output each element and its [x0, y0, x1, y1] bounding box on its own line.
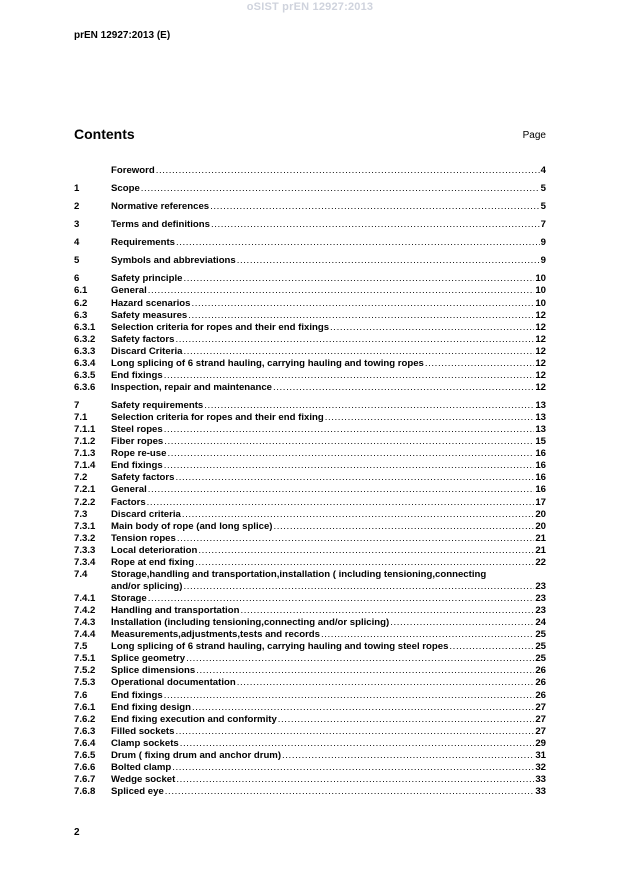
toc-entry[interactable]	[74, 521, 546, 533]
toc-leader-dots	[156, 165, 540, 177]
toc-entry-page: 25	[535, 653, 546, 665]
toc-entry-number: 7.2.2	[74, 496, 96, 508]
toc-entry-title: Splice dimensions	[111, 665, 196, 677]
toc-entry-number: 7.3	[74, 508, 88, 520]
toc-entry-title: End fixing design	[111, 701, 191, 713]
toc-leader-dots	[180, 738, 535, 750]
toc-entry[interactable]	[74, 569, 546, 581]
toc-entry-page: 20	[535, 508, 546, 520]
toc-entry-title: Safety factors	[111, 472, 175, 484]
toc-entry-title: Local deterioration	[111, 544, 198, 556]
toc-entry-number: 7.6.2	[74, 713, 96, 725]
toc-entry-page: 27	[535, 701, 546, 713]
toc-entry-page: 27	[535, 725, 546, 737]
toc-leader-dots	[183, 346, 534, 358]
toc-entry-title: Operational documentation	[111, 677, 236, 689]
toc-entry-page: 10	[535, 285, 546, 297]
toc-entry-page: 21	[535, 544, 546, 556]
toc-entry-number: 7.1.4	[74, 460, 96, 472]
toc-leader-dots	[183, 581, 534, 593]
toc-entry-number: 7.4	[74, 568, 88, 580]
toc-entry[interactable]	[74, 460, 546, 472]
toc-entry-title: Selection criteria for ropes and their end fixings	[111, 321, 330, 333]
toc-entry-number: 7.2	[74, 472, 88, 484]
toc-entry-page: 9	[540, 255, 546, 267]
toc-entry[interactable]	[74, 726, 546, 738]
toc-entry-number: 7.6.6	[74, 761, 96, 773]
toc-entry-page: 26	[535, 677, 546, 689]
toc-entry-page: 33	[535, 786, 546, 797]
toc-entry-number: 7.5.3	[74, 677, 96, 689]
toc-entry-page: 16	[535, 484, 546, 496]
toc-entry[interactable]	[74, 382, 546, 394]
toc-entry-number: 7.3.3	[74, 544, 96, 556]
toc-entry-title: Scope	[111, 183, 140, 195]
toc-leader-dots	[321, 629, 534, 641]
toc-entry-title: Long splicing of 6 strand hauling, carrying hauling and towing steel ropes	[111, 641, 449, 653]
toc-leader-dots	[175, 472, 534, 484]
toc-leader-dots	[282, 750, 534, 762]
toc-leader-dots	[147, 497, 535, 509]
toc-entry-page: 7	[540, 219, 546, 231]
document-header: prEN 12927:2013 (E)	[74, 30, 171, 41]
toc-entry-number: 7.6.4	[74, 737, 96, 749]
toc-entry[interactable]	[74, 593, 546, 605]
toc-entry-number: 7	[74, 400, 80, 411]
toc-entry-page: 23	[535, 593, 546, 604]
toc-entry-title: Measurements,adjustments,tests and records	[111, 629, 321, 641]
toc-entry[interactable]	[74, 370, 546, 382]
toc-entry-number: 7.1.2	[74, 436, 96, 448]
toc-leader-dots	[167, 448, 534, 460]
toc-leader-dots	[278, 714, 535, 726]
toc-entry-number: 7.6	[74, 689, 88, 701]
toc-entry[interactable]	[74, 285, 546, 297]
toc-entry-number: 5	[74, 255, 80, 267]
toc-leader-dots	[191, 298, 534, 310]
toc-entry-number: 6.3.5	[74, 369, 96, 381]
toc-entry-title: Spliced eye	[111, 786, 164, 797]
toc-entry-title: Inspection, repair and maintenance	[111, 381, 273, 393]
toc-entry-page: 12	[535, 333, 546, 345]
toc-entry-number: 6.3	[74, 309, 88, 321]
toc-entry-number: 6	[74, 273, 80, 285]
toc-entry[interactable]	[74, 436, 546, 448]
toc-entry-page: 4	[540, 165, 546, 176]
toc-entry[interactable]	[74, 774, 546, 786]
toc-entry[interactable]	[74, 412, 546, 424]
toc-entry-title: Filled sockets	[111, 725, 175, 737]
toc-entry[interactable]	[74, 298, 546, 310]
toc-entry-title: Requirements	[111, 237, 175, 249]
toc-leader-dots	[186, 653, 534, 665]
toc-leader-dots	[237, 677, 535, 689]
toc-entry-page: 16	[535, 460, 546, 472]
toc-entry-page: 29	[535, 737, 546, 749]
toc-entry-title: Storage	[111, 593, 147, 604]
toc-entry-page: 5	[540, 201, 546, 213]
toc-entry-number: 7.6.3	[74, 725, 96, 737]
toc-leader-dots	[165, 786, 535, 798]
toc-entry-page: 22	[535, 556, 546, 568]
toc-entry-number: 7.2.1	[74, 484, 96, 496]
toc-entry-title: Drum ( fixing drum and anchor drum)	[111, 749, 282, 761]
toc-entry-number: 1	[74, 183, 80, 195]
toc-entry[interactable]	[74, 738, 546, 750]
toc-entry-title: Foreword	[111, 165, 155, 176]
toc-entry[interactable]	[74, 557, 546, 569]
toc-entry-number: 7.5.1	[74, 653, 96, 665]
toc-entry-page: 31	[535, 749, 546, 761]
toc-entry[interactable]	[74, 334, 546, 346]
toc-entry[interactable]	[74, 714, 546, 726]
toc-leader-dots	[177, 533, 534, 545]
toc-entry[interactable]	[74, 677, 546, 689]
toc-entry-page: 20	[535, 520, 546, 532]
toc-entry-page: 12	[535, 357, 546, 369]
toc-entry-number: 7.3.1	[74, 520, 96, 532]
toc-entry-title: Safety measures	[111, 309, 188, 321]
toc-leader-dots	[192, 702, 534, 714]
toc-leader-dots	[237, 255, 540, 267]
toc-entry-title: Terms and definitions	[111, 219, 210, 231]
toc-leader-dots	[204, 400, 534, 412]
toc-leader-dots	[210, 201, 540, 213]
toc-entry[interactable]	[74, 165, 546, 177]
toc-entry-title: Steel ropes	[111, 424, 163, 436]
toc-entry-number: 7.4.2	[74, 605, 96, 617]
toc-leader-dots	[182, 509, 534, 521]
toc-entry[interactable]	[74, 533, 546, 545]
toc-entry-title: General	[111, 484, 147, 496]
toc-entry-title: End fixing execution and conformity	[111, 713, 277, 725]
toc-entry-number: 2	[74, 201, 80, 213]
toc-entry[interactable]	[74, 183, 546, 195]
toc-entry-title: Storage,handling and transportation,installation ( including tensioning,connecting	[111, 568, 487, 580]
toc-leader-dots	[164, 436, 534, 448]
toc-entry-title: End fixings	[111, 369, 163, 381]
toc-entry-page: 12	[535, 345, 546, 357]
table-of-contents	[74, 165, 546, 798]
toc-leader-dots	[164, 460, 535, 472]
toc-entry-page: 32	[535, 761, 546, 773]
toc-entry-number: 7.3.4	[74, 556, 96, 568]
toc-leader-dots	[188, 310, 534, 322]
toc-entry-title: Selection criteria for ropes and their end fixing	[111, 412, 324, 424]
toc-entry-number: 7.6.5	[74, 749, 96, 761]
toc-entry-number: 7.1	[74, 412, 88, 424]
toc-entry[interactable]	[74, 665, 546, 677]
toc-entry-title: End fixings	[111, 689, 163, 701]
toc-entry-title: Wedge socket	[111, 773, 176, 785]
toc-entry[interactable]	[74, 201, 546, 213]
toc-entry[interactable]	[74, 545, 546, 557]
toc-leader-dots	[148, 484, 535, 496]
toc-entry-page: 13	[535, 412, 546, 424]
toc-entry-page: 17	[535, 496, 546, 508]
toc-leader-dots	[164, 424, 535, 436]
toc-entry-number: 6.3.3	[74, 345, 96, 357]
toc-entry-page: 16	[535, 472, 546, 484]
toc-entry-title: Clamp sockets	[111, 737, 179, 749]
toc-entry-number: 7.4.4	[74, 629, 96, 641]
toc-entry[interactable]	[74, 690, 546, 702]
toc-entry[interactable]	[74, 400, 546, 412]
toc-entry[interactable]	[74, 273, 546, 285]
toc-entry-page: 9	[540, 237, 546, 249]
toc-entry-page: 12	[535, 309, 546, 321]
toc-leader-dots	[148, 593, 535, 605]
toc-leader-dots	[183, 273, 534, 285]
toc-entry-title: Bolted clamp	[111, 761, 172, 773]
toc-entry-page: 13	[535, 400, 546, 411]
toc-entry[interactable]	[74, 641, 546, 653]
toc-entry[interactable]	[74, 255, 546, 267]
toc-entry[interactable]	[74, 424, 546, 436]
toc-entry-number: 6.1	[74, 285, 88, 297]
toc-entry-number: 7.1.1	[74, 424, 96, 436]
toc-entry[interactable]	[74, 219, 546, 231]
toc-entry-title: Symbols and abbreviations	[111, 255, 236, 267]
toc-entry-page: 25	[535, 629, 546, 641]
toc-leader-dots	[175, 334, 534, 346]
toc-entry-page: 33	[535, 773, 546, 785]
toc-entry-title: Discard criteria	[111, 508, 181, 520]
toc-entry[interactable]	[74, 310, 546, 322]
toc-entry[interactable]	[74, 322, 546, 334]
toc-leader-dots	[390, 617, 534, 629]
toc-entry-page: 5	[540, 183, 546, 195]
toc-entry[interactable]	[74, 605, 546, 617]
toc-entry-number: 7.5	[74, 641, 88, 653]
toc-entry[interactable]	[74, 472, 546, 484]
toc-entry-number: 7.5.2	[74, 665, 96, 677]
toc-entry-page: 23	[535, 580, 546, 592]
page-number: 2	[74, 827, 80, 838]
toc-entry[interactable]	[74, 653, 546, 665]
toc-entry-title: Safety factors	[111, 333, 175, 345]
toc-entry-continuation[interactable]	[74, 581, 546, 593]
toc-leader-dots	[449, 641, 534, 653]
toc-entry[interactable]	[74, 497, 546, 509]
toc-leader-dots	[198, 545, 534, 557]
toc-entry-title: Factors	[111, 496, 146, 508]
toc-entry[interactable]	[74, 448, 546, 460]
toc-entry[interactable]	[74, 786, 546, 798]
toc-entry-title: Main body of rope (and long splice)	[111, 520, 273, 532]
toc-entry[interactable]	[74, 629, 546, 641]
toc-entry-page: 15	[535, 436, 546, 448]
toc-leader-dots	[211, 219, 540, 231]
toc-leader-dots	[195, 557, 534, 569]
toc-entry[interactable]	[74, 762, 546, 774]
toc-entry-title: Rope re-use	[111, 448, 167, 460]
toc-entry-title: Safety principle	[111, 273, 183, 285]
toc-entry-number: 3	[74, 219, 80, 231]
toc-entry[interactable]	[74, 509, 546, 521]
toc-entry-title: Installation (including tensioning,connecting and/or splicing)	[111, 617, 390, 629]
toc-entry-page: 23	[535, 605, 546, 617]
toc-entry-page: 26	[535, 689, 546, 701]
toc-entry-title: General	[111, 285, 147, 297]
toc-entry-page: 26	[535, 665, 546, 677]
toc-entry-title: Handling and transportation	[111, 605, 240, 617]
toc-entry-title: and/or splicing)	[111, 580, 183, 592]
toc-entry-page: 12	[535, 369, 546, 381]
toc-leader-dots	[240, 605, 534, 617]
toc-leader-dots	[148, 285, 535, 297]
toc-leader-dots	[274, 521, 535, 533]
toc-entry-number: 6.3.2	[74, 333, 96, 345]
toc-entry-title: Splice geometry	[111, 653, 186, 665]
toc-leader-dots	[196, 665, 534, 677]
toc-entry-title: Hazard scenarios	[111, 297, 191, 309]
toc-entry-number: 7.3.2	[74, 532, 96, 544]
toc-entry-page: 13	[535, 424, 546, 436]
toc-leader-dots	[175, 726, 534, 738]
page-column-label: Page	[522, 130, 546, 141]
toc-entry[interactable]	[74, 617, 546, 629]
toc-entry[interactable]	[74, 358, 546, 370]
contents-title: Contents	[74, 126, 135, 142]
toc-entry-title: Safety requirements	[111, 400, 204, 411]
toc-leader-dots	[273, 382, 534, 394]
toc-entry-page: 21	[535, 532, 546, 544]
toc-entry-number: 7.1.3	[74, 448, 96, 460]
toc-entry[interactable]	[74, 484, 546, 496]
toc-leader-dots	[330, 322, 534, 334]
toc-entry-page: 10	[535, 297, 546, 309]
toc-entry-number: 4	[74, 237, 80, 249]
toc-leader-dots	[325, 412, 535, 424]
toc-leader-dots	[164, 370, 535, 382]
toc-entry-page: 16	[535, 448, 546, 460]
toc-entry-title: Rope at end fixing	[111, 556, 195, 568]
toc-entry-title: Tension ropes	[111, 532, 176, 544]
toc-leader-dots	[172, 762, 534, 774]
toc-entry-number: 7.6.1	[74, 701, 96, 713]
toc-entry-title: Fiber ropes	[111, 436, 164, 448]
toc-entry-page: 24	[535, 617, 546, 629]
toc-entry-title: End fixings	[111, 460, 163, 472]
toc-leader-dots	[425, 358, 534, 370]
toc-entry[interactable]	[74, 750, 546, 762]
toc-entry-page: 27	[535, 713, 546, 725]
toc-entry-title: Long splicing of 6 strand hauling, carrying hauling and towing ropes	[111, 357, 424, 369]
toc-entry-number: 7.6.8	[74, 786, 96, 797]
toc-entry-number: 6.3.4	[74, 357, 96, 369]
toc-entry[interactable]	[74, 346, 546, 358]
toc-entry-page: 10	[535, 273, 546, 285]
toc-entry-number: 6.2	[74, 297, 88, 309]
toc-leader-dots	[141, 183, 540, 195]
toc-entry-page: 25	[535, 641, 546, 653]
toc-entry-number: 6.3.1	[74, 321, 96, 333]
toc-leader-dots	[176, 774, 534, 786]
toc-entry-number: 6.3.6	[74, 381, 96, 393]
toc-entry[interactable]	[74, 702, 546, 714]
toc-entry-title: Normative references	[111, 201, 210, 213]
toc-entry-number: 7.4.3	[74, 617, 96, 629]
toc-entry-page: 12	[535, 321, 546, 333]
toc-leader-dots	[164, 690, 535, 702]
watermark: oSIST prEN 12927:2013	[246, 1, 374, 13]
toc-entry[interactable]	[74, 237, 546, 249]
toc-leader-dots	[176, 237, 540, 249]
toc-entry-title: Discard Criteria	[111, 345, 183, 357]
toc-entry-number: 7.4.1	[74, 593, 96, 604]
toc-entry-page: 12	[535, 381, 546, 393]
toc-entry-number: 7.6.7	[74, 773, 96, 785]
